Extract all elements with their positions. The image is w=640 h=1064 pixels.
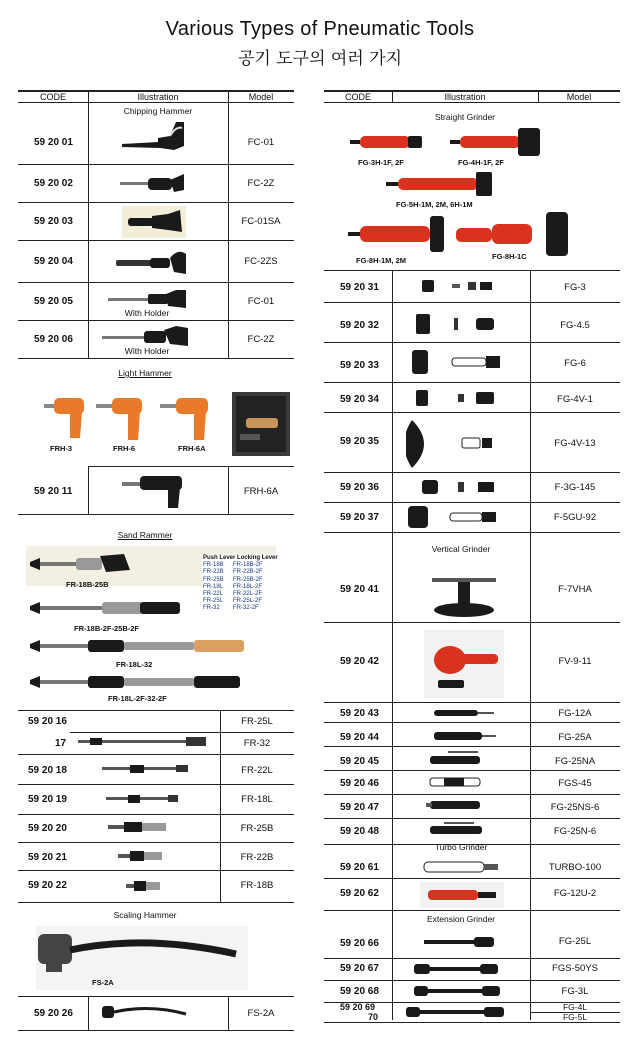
caption-with-holder-1: With Holder xyxy=(124,308,170,318)
code-592034: 59 20 34 xyxy=(340,394,379,405)
left-header-model: Model xyxy=(248,92,274,102)
lever-cell: FR-25L xyxy=(203,598,224,605)
section-turbo-grinder: Turbo Grinder xyxy=(434,842,488,852)
grinder-fg-4v-1-illustration xyxy=(414,386,504,410)
code-17: 17 xyxy=(55,738,67,749)
model-fg-12a: FG-12A xyxy=(558,708,592,719)
model-fv-9-11: FV-9-11 xyxy=(558,656,592,667)
page-title: Various Types of Pneumatic Tools xyxy=(165,18,475,40)
lever-cell: FR-25B xyxy=(203,576,224,583)
chipping-hammer-fc-01sa-illustration xyxy=(122,206,186,238)
grinder-f-3g-145-illustration xyxy=(420,476,504,498)
model-fg-25ns-6: FG-25NS-6 xyxy=(550,802,600,813)
lever-head-push: Push Lever xyxy=(203,555,236,561)
code-592045: 59 20 45 xyxy=(340,756,379,767)
code-592047: 59 20 47 xyxy=(340,802,379,813)
sand-rammer-fr-18l-illustration xyxy=(104,792,184,806)
sand-rammer-fr-18b-illustration xyxy=(124,878,168,894)
section-vertical-grinder: Vertical Grinder xyxy=(431,544,491,554)
code-592068: 59 20 68 xyxy=(340,986,379,997)
vertical-grinder-f-7vha-illustration xyxy=(424,560,504,620)
lever-cell: FR-32 xyxy=(203,605,220,612)
code-592004: 59 20 04 xyxy=(34,256,73,267)
model-fg-25n-6: FG-25N-6 xyxy=(553,826,597,837)
grinder-fg-25ns-6-illustration xyxy=(424,798,504,812)
code-592066: 59 20 66 xyxy=(340,938,379,949)
model-turbo-100: TURBO-100 xyxy=(548,862,602,873)
model-f-5gu-92: F-5GU-92 xyxy=(553,512,597,523)
code-592069: 59 20 69 xyxy=(340,1002,376,1012)
code-592035: 59 20 35 xyxy=(340,436,379,447)
model-fg-25na: FG-25NA xyxy=(554,756,596,767)
right-header-code: CODE xyxy=(344,92,371,102)
lever-cell: FR-22L xyxy=(203,591,224,598)
model-fg-4v-13: FG-4V-13 xyxy=(554,438,596,449)
section-sand-rammer: Sand Rammer xyxy=(117,530,173,540)
code-592016: 59 20 16 xyxy=(28,716,67,727)
model-fc-2z-holder: FC-2Z xyxy=(247,334,275,345)
lever-cell: FR-18B-2F xyxy=(233,562,263,569)
model-fc-01: FC-01 xyxy=(247,137,275,148)
label-frh-6: FRH-6 xyxy=(113,444,136,453)
code-592011: 59 20 11 xyxy=(34,486,73,497)
model-fg-5l: FG-5L xyxy=(562,1012,588,1022)
model-fr-25l: FR-25L xyxy=(241,716,273,727)
label-fg-8h-1m: FG-8H-1M, 2M xyxy=(356,256,407,265)
model-fr-18l: FR-18L xyxy=(241,794,273,805)
turbo-grinder-turbo-100-illustration xyxy=(420,856,504,876)
code-592005: 59 20 05 xyxy=(34,296,73,307)
lever-cell: FR-22L-2F xyxy=(233,591,263,598)
label-frh-6a: FRH-6A xyxy=(178,444,206,453)
sand-rammer-lever-table xyxy=(202,554,279,614)
page-subtitle: 공기 도구의 여러 가지 xyxy=(237,49,402,69)
code-592067: 59 20 67 xyxy=(340,963,379,974)
code-592036: 59 20 36 xyxy=(340,482,379,493)
chipping-hammer-fc-01-holder-illustration xyxy=(106,288,192,310)
lever-cell: FR-22B-2F xyxy=(233,569,263,576)
code-592006: 59 20 06 xyxy=(34,334,73,345)
section-light-hammer: Light Hammer xyxy=(118,368,172,378)
right-header-model: Model xyxy=(566,92,592,102)
model-fg-12u-2: FG-12U-2 xyxy=(553,888,597,899)
model-fc-01-holder: FC-01 xyxy=(247,296,275,307)
code-592041: 59 20 41 xyxy=(340,584,379,595)
code-592001: 59 20 01 xyxy=(34,137,73,148)
model-frh-6a: FRH-6A xyxy=(243,486,279,497)
grinder-fg-25n-6-illustration xyxy=(424,822,504,838)
model-fr-25b: FR-25B xyxy=(240,823,274,834)
extension-grinder-fg-4l-5l-illustration xyxy=(404,1004,508,1020)
left-header-illustration: Illustration xyxy=(137,92,179,102)
lever-cell: FR-18L xyxy=(203,583,224,590)
section-extension-grinder: Extension Grinder xyxy=(426,914,496,924)
label-fr-18l-2f-32-2f: FR-18L-2F-32-2F xyxy=(108,694,167,703)
sand-rammer-fr-22b-illustration xyxy=(116,848,172,864)
scaling-hammer-fs-2a-illustration xyxy=(100,1000,190,1026)
code-592033: 59 20 33 xyxy=(340,360,379,371)
code-592026: 59 20 26 xyxy=(34,1008,73,1019)
model-fr-32: FR-32 xyxy=(243,738,271,749)
vertical-grinder-fv-9-11-illustration xyxy=(424,630,504,698)
straight-grinder-photo xyxy=(346,124,596,268)
label-fr-18b-25b: FR-18B-25B xyxy=(66,580,109,589)
model-f-7vha: F-7VHA xyxy=(558,584,592,595)
model-fr-22b: FR-22B xyxy=(240,852,274,863)
grinder-fg-4v-13-illustration xyxy=(406,416,506,470)
chipping-hammer-fc-2zs-illustration xyxy=(114,246,190,278)
model-fc-2z: FC-2Z xyxy=(247,178,275,189)
model-fg-6: FG-6 xyxy=(564,358,586,369)
extension-grinder-fg-25l-illustration xyxy=(420,934,504,950)
label-fg-4h: FG-4H-1F, 2F xyxy=(458,158,504,167)
chipping-hammer-fc-2z-holder-illustration xyxy=(100,324,192,348)
label-fg-3h: FG-3H-1F, 2F xyxy=(358,158,404,167)
label-fr-18l-32: FR-18L-32 xyxy=(116,660,153,669)
code-592018: 59 20 18 xyxy=(28,765,67,776)
model-fg-25l: FG-25L xyxy=(558,936,592,947)
code-592043: 59 20 43 xyxy=(340,708,379,719)
code-592032: 59 20 32 xyxy=(340,320,379,331)
sand-rammer-fr-25b-illustration xyxy=(106,818,176,836)
lever-cell: FR-22B xyxy=(203,569,224,576)
model-fg-3: FG-3 xyxy=(564,282,586,293)
model-fs-2a: FS-2A xyxy=(247,1008,275,1019)
code-70: 70 xyxy=(368,1012,379,1022)
model-fc-01sa: FC-01SA xyxy=(241,216,281,227)
model-fg-4-5: FG-4.5 xyxy=(560,320,590,331)
model-fg-25a: FG-25A xyxy=(558,732,592,743)
model-fgs-50ys: FGS-50YS xyxy=(552,963,598,974)
section-chipping-hammer: Chipping Hammer xyxy=(123,106,193,116)
grinder-fg-25na-illustration xyxy=(424,750,504,766)
light-hammer-frh-6a-illustration xyxy=(120,470,200,510)
code-592022: 59 20 22 xyxy=(28,880,67,891)
label-fr-18b-2f-25b-2f: FR-18B-2F-25B-2F xyxy=(74,624,140,633)
right-header-illustration: Illustration xyxy=(444,92,486,102)
code-592044: 59 20 44 xyxy=(340,732,379,743)
grinder-fg-6-illustration xyxy=(410,346,506,378)
lever-cell: FR-25B-2F xyxy=(233,576,263,583)
lever-cell: FR-25L-2F xyxy=(233,598,263,605)
lever-cell: FR-18L-2F xyxy=(233,583,263,590)
model-fg-4l: FG-4L xyxy=(562,1002,588,1012)
grinder-fg-12u-2-illustration xyxy=(420,882,504,908)
extension-grinder-fgs-50ys-illustration xyxy=(410,960,506,978)
code-592037: 59 20 37 xyxy=(340,512,379,523)
chipping-hammer-fc-2z-illustration xyxy=(118,170,188,198)
lever-cell: FR-18B xyxy=(203,562,224,569)
grinder-fg-12a-illustration xyxy=(428,706,504,720)
label-fg-8h-1c: FG-8H-1C xyxy=(492,252,527,261)
chipping-hammer-fc-01-illustration xyxy=(118,116,188,160)
grinder-fg-3-illustration xyxy=(418,274,498,298)
light-hammer-case-photo xyxy=(232,392,290,456)
section-scaling-hammer: Scaling Hammer xyxy=(113,910,177,920)
model-fgs-45: FGS-45 xyxy=(558,778,592,789)
code-592019: 59 20 19 xyxy=(28,794,67,805)
sand-rammer-fr-32-illustration xyxy=(76,734,216,750)
code-592061: 59 20 61 xyxy=(340,862,379,873)
grinder-f-5gu-92-illustration xyxy=(406,504,502,530)
model-fg-3l: FG-3L xyxy=(561,986,589,997)
code-592021: 59 20 21 xyxy=(28,852,67,863)
model-fr-22l: FR-22L xyxy=(241,765,273,776)
sand-rammer-fr-22l-illustration xyxy=(100,762,192,776)
caption-with-holder-2: With Holder xyxy=(124,346,170,356)
grinder-fgs-45-illustration xyxy=(424,775,504,789)
model-f-3g-145: F-3G-145 xyxy=(554,482,596,493)
grinder-fg-4-5-illustration xyxy=(414,310,504,338)
extension-grinder-fg-3l-illustration xyxy=(410,982,506,1000)
left-header-code: CODE xyxy=(39,92,66,102)
code-592048: 59 20 48 xyxy=(340,826,379,837)
code-592002: 59 20 02 xyxy=(34,178,73,189)
grinder-fg-25a-illustration xyxy=(428,729,504,743)
scaling-hammer-photo xyxy=(36,926,248,990)
label-fg-5h: FG-5H-1M, 2M, 6H-1M xyxy=(396,200,473,209)
lever-head-locking: Locking Lever xyxy=(237,555,278,561)
code-592042: 59 20 42 xyxy=(340,656,379,667)
model-fr-18b: FR-18B xyxy=(240,880,274,891)
code-592020: 59 20 20 xyxy=(28,823,67,834)
code-592003: 59 20 03 xyxy=(34,216,73,227)
label-frh-3: FRH-3 xyxy=(50,444,73,453)
lever-cell: FR-32-2F xyxy=(233,605,259,612)
code-592031: 59 20 31 xyxy=(340,282,379,293)
section-straight-grinder: Straight Grinder xyxy=(435,112,495,122)
label-fs-2a: FS-2A xyxy=(92,978,114,987)
model-fc-2zs: FC-2ZS xyxy=(244,256,278,267)
code-592046: 59 20 46 xyxy=(340,778,379,789)
model-fg-4v-1: FG-4V-1 xyxy=(557,394,593,405)
code-592062: 59 20 62 xyxy=(340,888,379,899)
